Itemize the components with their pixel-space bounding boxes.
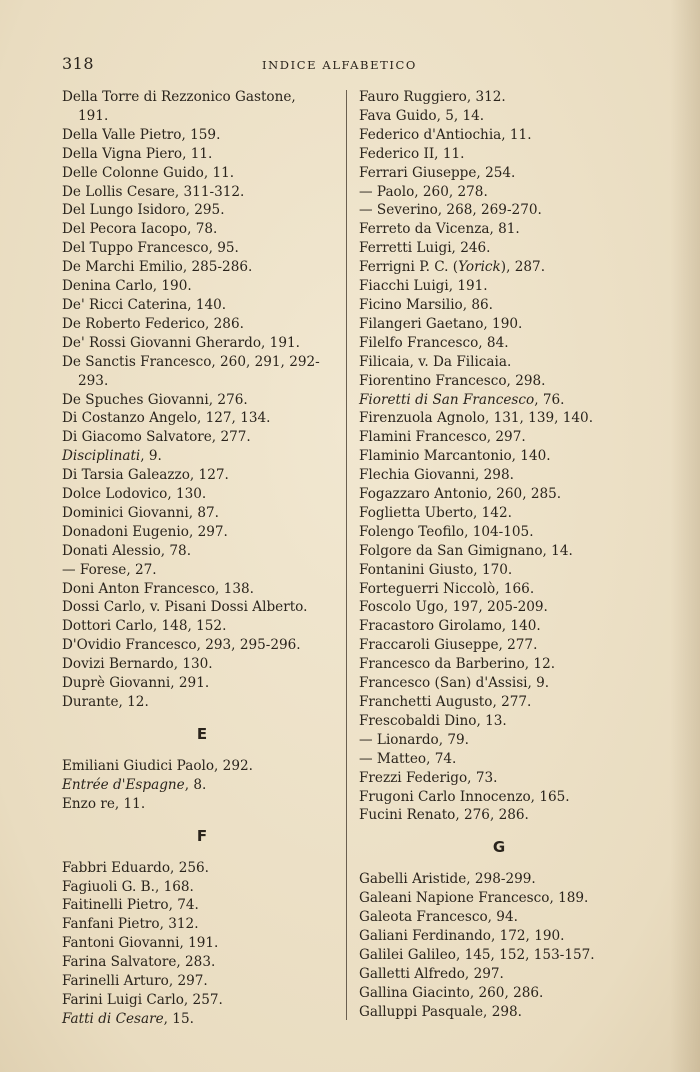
- index-entry: De Marchi Emilio, 285-286.: [62, 259, 253, 276]
- index-entry: Fraccaroli Giuseppe, 277.: [359, 637, 538, 654]
- index-entry: Denina Carlo, 190.: [62, 278, 192, 295]
- index-entry: Di Costanzo Angelo, 127, 134.: [62, 410, 271, 427]
- index-entry: — Severino, 268, 269-270.: [359, 202, 542, 219]
- index-entry: Filangeri Gaetano, 190.: [359, 315, 523, 332]
- index-entry: Della Vigna Piero, 11.: [62, 145, 213, 162]
- entry-italic-title: Yorick: [458, 259, 501, 276]
- index-entry: Galilei Galileo, 145, 152, 153-157.: [359, 946, 595, 963]
- index-entry: Fabbri Eduardo, 256.: [62, 859, 209, 876]
- index-column-right: [359, 88, 649, 1022]
- index-entry: Fucini Renato, 276, 286.: [359, 807, 529, 824]
- index-entry: Fiorentino Francesco, 298.: [359, 372, 546, 389]
- index-entry: Ferreto da Vicenza, 81.: [359, 221, 520, 238]
- column-divider: [346, 90, 347, 1020]
- index-entry: Fava Guido, 5, 14.: [359, 107, 485, 124]
- index-entry: Franchetti Augusto, 277.: [359, 694, 532, 710]
- index-entry: De' Rossi Giovanni Gherardo, 191.: [62, 334, 300, 351]
- index-entry: [62, 776, 352, 795]
- index-entry: Del Pecora Iacopo, 78.: [62, 221, 218, 238]
- index-entry: Forteguerri Niccolò, 166.: [359, 580, 535, 597]
- entry-italic-title: Disciplinati: [62, 448, 141, 465]
- index-entry: Filelfo Francesco, 84.: [359, 334, 509, 351]
- index-entry: Di Giacomo Salvatore, 277.: [62, 429, 251, 446]
- index-entry: De Roberto Federico, 286.: [62, 315, 244, 332]
- section-letter: G: [492, 838, 506, 857]
- index-entry: Della Torre di Rezzonico Gastone,: [62, 89, 296, 105]
- index-entry: Duprè Giovanni, 291.: [62, 675, 210, 692]
- index-entry: Fracastoro Girolamo, 140.: [359, 618, 541, 635]
- index-entry: [359, 391, 649, 410]
- index-entry: Folgore da San Gimignano, 14.: [359, 542, 573, 559]
- index-entry: — Paolo, 260, 278.: [359, 183, 488, 200]
- index-entry-continuation: 293.: [78, 372, 109, 389]
- index-entry: Faitinelli Pietro, 74.: [62, 897, 199, 914]
- index-entry: Fiacchi Luigi, 191.: [359, 278, 488, 295]
- index-entry: Della Valle Pietro, 159.: [62, 126, 221, 143]
- index-entry: Gallina Giacinto, 260, 286.: [359, 984, 544, 1001]
- entry-page-refs: , 15.: [163, 1010, 194, 1027]
- index-entry: De' Ricci Caterina, 140.: [62, 296, 227, 313]
- index-entry: — Forese, 27.: [62, 561, 157, 578]
- index-entry: Galletti Alfredo, 297.: [359, 965, 504, 982]
- index-entry: Dovizi Bernardo, 130.: [62, 656, 213, 673]
- index-entry: Fanfani Pietro, 312.: [62, 916, 199, 933]
- index-entry: Folengo Teofilo, 104-105.: [359, 523, 534, 540]
- page-number: 318: [62, 54, 95, 73]
- index-entry: Foglietta Uberto, 142.: [359, 504, 512, 521]
- index-entry: Gabelli Aristide, 298-299.: [359, 871, 536, 888]
- entry-italic-title: Fatti di Cesare: [62, 1010, 164, 1027]
- index-entry: [62, 1010, 352, 1029]
- running-title: INDICE ALFABETICO: [262, 58, 417, 72]
- index-entry: Ferrari Giuseppe, 254.: [359, 164, 516, 181]
- index-entry: Del Lungo Isidoro, 295.: [62, 202, 225, 219]
- index-entry: Fantoni Giovanni, 191.: [62, 935, 219, 952]
- index-entry: Galluppi Pasquale, 298.: [359, 1003, 522, 1020]
- index-entry: — Lionardo, 79.: [359, 731, 469, 748]
- index-entry: Frezzi Federigo, 73.: [359, 769, 498, 786]
- index-entry: Ferretti Luigi, 246.: [359, 240, 491, 257]
- index-entry: — Matteo, 74.: [359, 750, 457, 767]
- index-entry: Fagiuoli G. B., 168.: [62, 878, 194, 895]
- entry-italic-title: Fioretti di San Francesco: [359, 391, 535, 408]
- index-entry: Donati Alessio, 78.: [62, 542, 192, 559]
- index-entry: Farina Salvatore, 283.: [62, 954, 216, 971]
- index-entry: Francesco da Barberino, 12.: [359, 656, 556, 673]
- index-entry: D'Ovidio Francesco, 293, 295-296.: [62, 637, 301, 654]
- entry-page-refs: , 76.: [534, 391, 565, 408]
- index-entry: De Sanctis Francesco, 260, 291, 292-: [62, 353, 320, 370]
- index-entry: Flamini Francesco, 297.: [359, 429, 526, 446]
- section-letter: E: [196, 724, 208, 743]
- index-entry: Dossi Carlo, v. Pisani Dossi Alberto.: [62, 599, 308, 616]
- index-entry: Fontanini Giusto, 170.: [359, 561, 513, 578]
- index-entry: Dolce Lodovico, 130.: [62, 486, 207, 503]
- section-letter: F: [196, 826, 208, 845]
- index-entry: Durante, 12.: [62, 694, 149, 710]
- index-entry: Fauro Ruggiero, 312.: [359, 89, 506, 105]
- index-entry: De Lollis Cesare, 311-312.: [62, 183, 245, 200]
- index-entry: Di Tarsia Galeazzo, 127.: [62, 467, 229, 484]
- index-entry: Frugoni Carlo Innocenzo, 165.: [359, 788, 570, 805]
- index-entry: Doni Anton Francesco, 138.: [62, 580, 254, 597]
- index-entry: Fogazzaro Antonio, 260, 285.: [359, 486, 562, 503]
- index-entry: Ficino Marsilio, 86.: [359, 296, 493, 313]
- index-entry: Del Tuppo Francesco, 95.: [62, 240, 239, 257]
- index-entry: [62, 447, 352, 466]
- index-entry: Frescobaldi Dino, 13.: [359, 712, 507, 729]
- index-entry: Dottori Carlo, 148, 152.: [62, 618, 227, 635]
- index-entry: Emiliani Giudici Paolo, 292.: [62, 757, 253, 774]
- entry-page-refs: ), 287.: [500, 259, 546, 276]
- index-entry: Delle Colonne Guido, 11.: [62, 164, 235, 181]
- index-entry: Federico II, 11.: [359, 145, 465, 162]
- index-entry: Firenzuola Agnolo, 131, 139, 140.: [359, 410, 594, 427]
- index-entry: Federico d'Antiochia, 11.: [359, 126, 532, 143]
- page-header: [62, 54, 642, 78]
- index-entry: Flaminio Marcantonio, 140.: [359, 448, 551, 465]
- page-edge-shadow: [670, 0, 700, 1072]
- index-entry: Farini Luigi Carlo, 257.: [62, 991, 223, 1008]
- entry-page-refs: , 9.: [140, 448, 162, 465]
- index-entry: Donadoni Eugenio, 297.: [62, 523, 228, 540]
- index-entry: Francesco (San) d'Assisi, 9.: [359, 675, 550, 692]
- index-entry: Galiani Ferdinando, 172, 190.: [359, 928, 565, 945]
- index-column-left: [62, 88, 352, 1029]
- index-entry: Foscolo Ugo, 197, 205-209.: [359, 599, 548, 616]
- index-entry: Farinelli Arturo, 297.: [62, 973, 208, 990]
- entry-text: Ferrigni P. C. (: [359, 259, 459, 276]
- index-entry: Galeota Francesco, 94.: [359, 909, 518, 926]
- index-entry: Enzo re, 11.: [62, 795, 146, 812]
- entry-page-refs: , 8.: [184, 776, 207, 793]
- entry-italic-title: Entrée d'Espagne: [62, 776, 185, 793]
- index-entry: Flechia Giovanni, 298.: [359, 467, 514, 484]
- index-entry: Dominici Giovanni, 87.: [62, 504, 219, 521]
- index-entry: Galeani Napione Francesco, 189.: [359, 890, 589, 907]
- index-entry: Filicaia, v. Da Filicaia.: [359, 353, 512, 370]
- index-entry-continuation: 191.: [78, 107, 109, 124]
- index-entry: De Spuches Giovanni, 276.: [62, 391, 248, 408]
- index-entry: [359, 258, 649, 277]
